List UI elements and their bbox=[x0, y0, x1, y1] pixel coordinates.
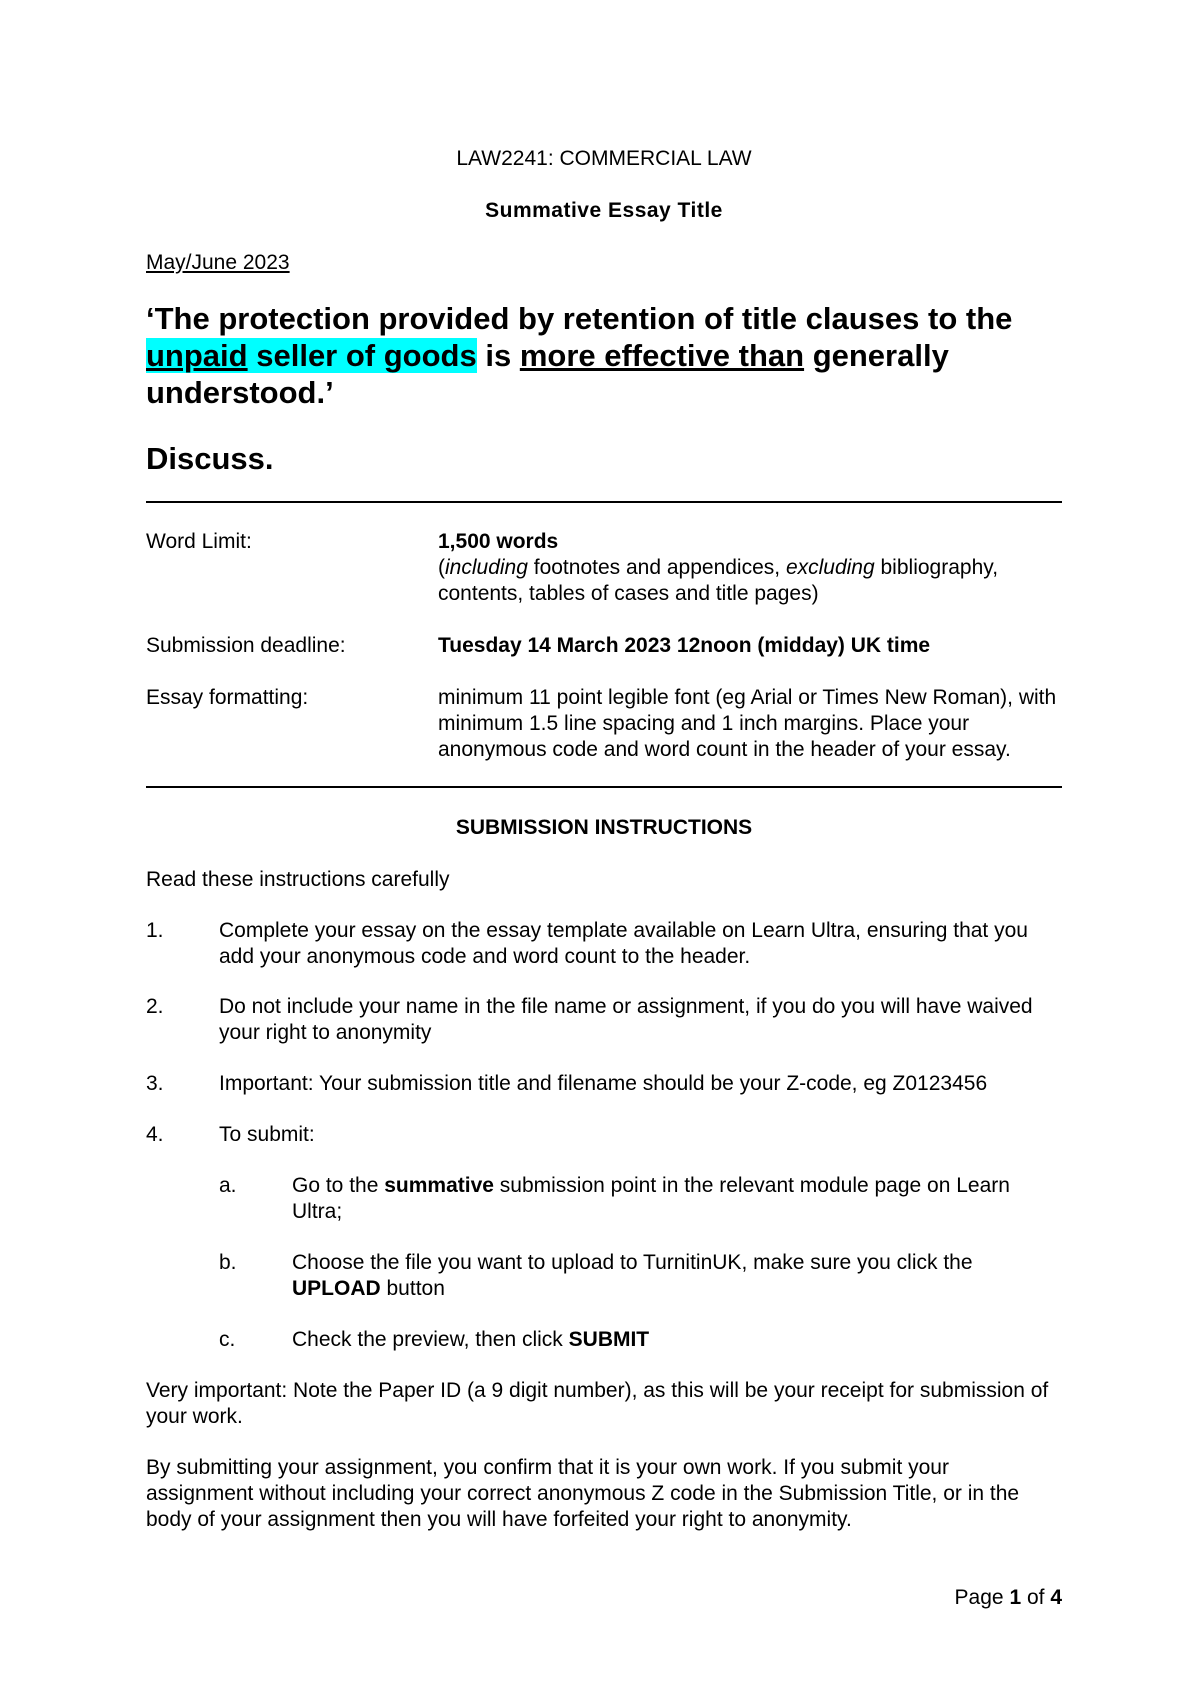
sub-step-text bbox=[292, 1327, 1062, 1353]
deadline-label: Submission deadline: bbox=[146, 634, 346, 657]
sub-step-post: button bbox=[380, 1277, 445, 1300]
sub-step-bold: summative bbox=[384, 1174, 494, 1197]
document-page bbox=[146, 0, 1062, 1698]
sub-step-letter: a. bbox=[219, 1174, 237, 1197]
highlight-space bbox=[248, 338, 257, 373]
essay-question bbox=[146, 300, 1062, 411]
note-open: ( bbox=[438, 556, 445, 579]
divider-top bbox=[146, 501, 1062, 503]
sub-step-pre: Check the preview, then click bbox=[292, 1328, 569, 1351]
instructions-intro: Read these instructions carefully bbox=[146, 868, 450, 891]
sub-step-text bbox=[292, 1173, 1062, 1225]
sub-step-pre: Choose the file you want to upload to TurnitinUK, make sure you click the bbox=[292, 1251, 973, 1274]
sub-step-letter: c. bbox=[219, 1328, 236, 1351]
step-number: 1. bbox=[146, 919, 164, 942]
deadline-value: Tuesday 14 March 2023 12noon (midday) UK time bbox=[438, 634, 931, 657]
page-word: Page bbox=[954, 1586, 1010, 1609]
step-text: Complete your essay on the essay template available on Learn Ultra, ensuring that you add your anonymous code and word count to the header. bbox=[219, 919, 1028, 968]
note-mid: footnotes and appendices, bbox=[527, 556, 786, 579]
step-text: To submit: bbox=[219, 1123, 315, 1146]
note-including: including bbox=[445, 556, 528, 579]
submission-heading: SUBMISSION INSTRUCTIONS bbox=[455, 816, 753, 839]
sub-step-letter: b. bbox=[219, 1251, 237, 1274]
highlight-unpaid: unpaid bbox=[146, 338, 248, 373]
discuss-instruction: Discuss. bbox=[146, 441, 274, 476]
of-word: of bbox=[1021, 1586, 1051, 1609]
page-total: 4 bbox=[1050, 1586, 1062, 1609]
paper-id-note: Very important: Note the Paper ID (a 9 digit number), as this will be your receipt for submission of your work. bbox=[146, 1379, 1049, 1428]
word-limit-note bbox=[438, 555, 1062, 607]
formatting-label: Essay formatting: bbox=[146, 686, 309, 709]
step-number: 2. bbox=[146, 995, 164, 1018]
question-part-3: generally understood.’ bbox=[146, 338, 949, 410]
page-footer bbox=[955, 1585, 1062, 1611]
essay-label: Summative Essay Title bbox=[485, 199, 723, 222]
sub-step-pre: Go to the bbox=[292, 1174, 385, 1197]
underlined-more-effective: more effective than bbox=[519, 338, 805, 373]
sub-step-post: submission point in the relevant module page on Learn Ultra; bbox=[292, 1174, 1010, 1223]
sub-step-bold: UPLOAD bbox=[292, 1277, 381, 1300]
question-part-2: is bbox=[476, 338, 520, 373]
step-text: Important: Your submission title and filename should be your Z-code, eg Z0123456 bbox=[219, 1072, 988, 1095]
step-number: 3. bbox=[146, 1072, 164, 1095]
word-limit-label: Word Limit: bbox=[146, 530, 252, 553]
note-end: bibliography, contents, tables of cases and title pages) bbox=[438, 556, 999, 605]
step-number: 4. bbox=[146, 1123, 164, 1146]
formatting-value: minimum 11 point legible font (eg Arial or Times New Roman), with minimum 1.5 line spacing and 1 inch margins. Place your anonymous code and word count in the header of your essay. bbox=[438, 686, 1057, 761]
sub-step-text bbox=[292, 1250, 1062, 1302]
word-limit-value: 1,500 words bbox=[438, 530, 559, 553]
note-excluding: excluding bbox=[785, 556, 875, 579]
question-part-1: ‘The protection provided by retention of title clauses to the bbox=[146, 301, 1013, 336]
step-text: Do not include your name in the file name or assignment, if you do you will have waived your right to anonymity bbox=[219, 995, 1033, 1044]
exam-session: May/June 2023 bbox=[146, 251, 290, 274]
divider-bottom bbox=[146, 786, 1062, 788]
anonymity-confirmation: By submitting your assignment, you confirm that it is your own work. If you submit your assignment without including your correct anonymous Z code in the Submission Title, or in the body of your assignment then you will have forfeited your right to anonymity. bbox=[146, 1456, 1020, 1531]
course-title: LAW2241: COMMERCIAL LAW bbox=[456, 147, 752, 170]
word-limit-value-block bbox=[438, 529, 1062, 607]
sub-step-bold: SUBMIT bbox=[568, 1328, 650, 1351]
page-number: 1 bbox=[1009, 1586, 1022, 1609]
highlight-seller-of-goods: seller of goods bbox=[256, 338, 477, 373]
